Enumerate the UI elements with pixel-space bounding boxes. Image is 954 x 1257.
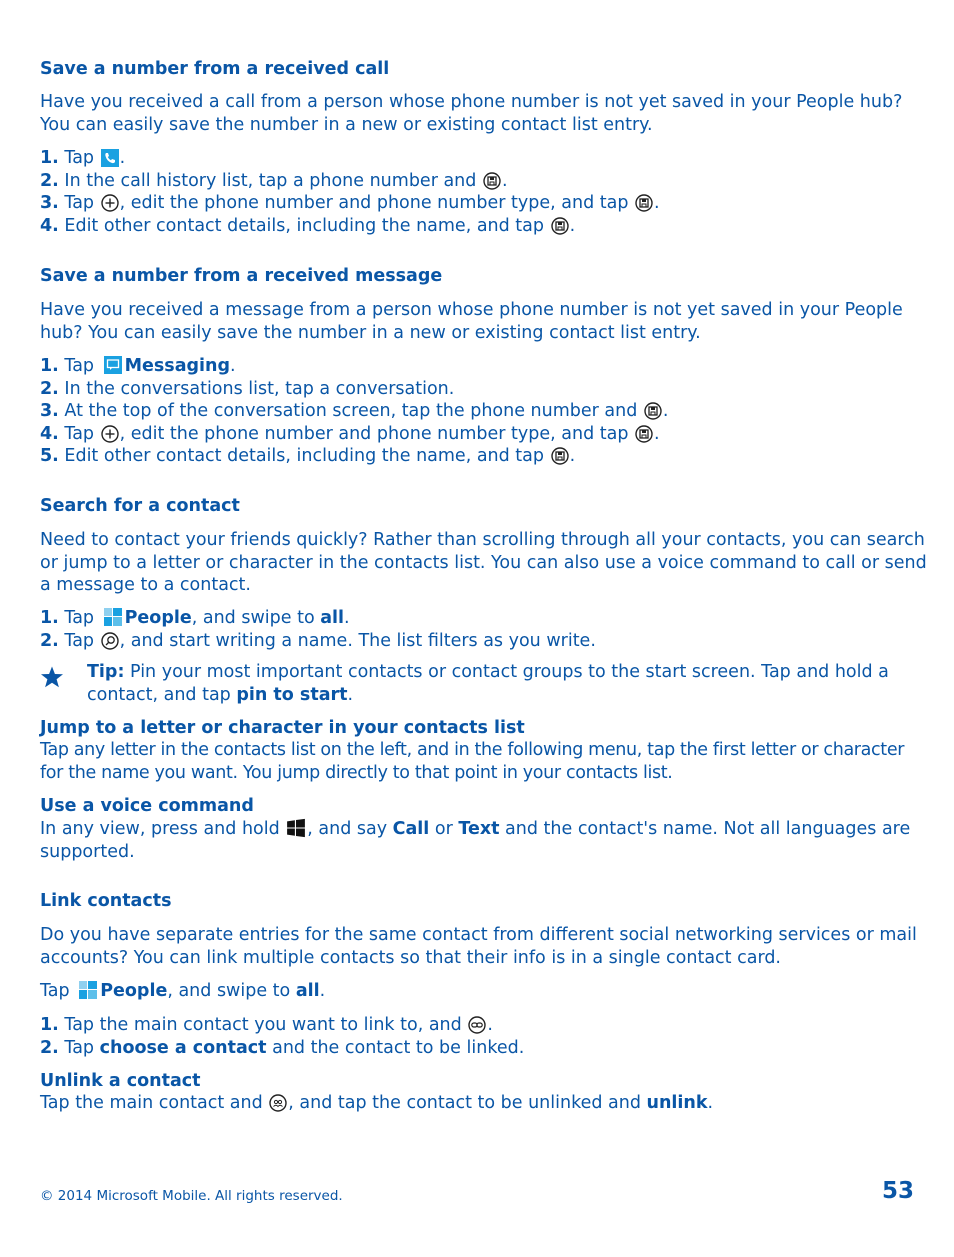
step-text: Tap: [64, 193, 100, 213]
steps-received-message: [40, 355, 920, 468]
tip-label: Tip:: [87, 662, 125, 682]
step-text: .: [119, 148, 126, 168]
tap-people-line: [40, 980, 920, 1003]
add-icon: [101, 194, 119, 212]
step-item: [40, 170, 920, 193]
step-bold: choose a contact: [99, 1037, 267, 1058]
step-bold: all: [320, 608, 345, 628]
save-icon: [551, 217, 569, 235]
step-item: [40, 378, 920, 401]
step-text: At the top of the conversation screen, tap the phone number and: [64, 401, 643, 421]
link-icon: [468, 1016, 486, 1034]
intro-link-contacts: [40, 924, 920, 969]
tip-bold: pin to start: [236, 684, 348, 705]
voice-command-text: [40, 818, 920, 863]
step-number: 2.: [40, 630, 59, 651]
step-text: .: [569, 446, 576, 466]
step-text: In the conversations list, tap a conversation.: [64, 378, 455, 399]
step-text: Tap: [64, 608, 100, 628]
body-line: Tap any letter in the contacts list on the left, and in the following menu, tap the first letter or character: [40, 740, 905, 760]
step-number: 1.: [40, 608, 59, 628]
section-heading-link-contacts: Link contacts: [40, 891, 172, 911]
save-icon: [483, 172, 501, 190]
step-number: 1.: [40, 1015, 59, 1035]
people-tile-icon: [79, 981, 97, 999]
intro-search-contact: [40, 529, 927, 597]
step-text: , edit the phone number and phone number type, and tap: [119, 423, 635, 444]
step-text: .: [487, 1015, 493, 1035]
steps-received-call: [40, 147, 920, 237]
subheading-jump-letter: Jump to a letter or character in your contacts list: [40, 718, 525, 738]
body-bold: Call: [392, 819, 430, 839]
intro-line: or jump to a letter or character in the contacts list. You can also use a voice command to call or send: [40, 552, 927, 573]
body-line: [40, 818, 920, 841]
step-text: .: [662, 401, 669, 421]
step-number: 3.: [40, 401, 59, 421]
body-bold: People: [100, 981, 168, 1001]
step-item: [40, 215, 920, 238]
phone-tile-icon: [101, 149, 119, 167]
save-icon: [644, 402, 662, 420]
step-text: and the contact to be linked.: [266, 1037, 525, 1058]
body-bold: all: [295, 981, 320, 1001]
subheading-unlink-contact: Unlink a contact: [40, 1071, 201, 1091]
people-tile-icon: [104, 608, 122, 626]
step-number: 2.: [40, 1037, 59, 1058]
intro-line: accounts? You can link multiple contacts so that their info is in a single contact card.: [40, 947, 781, 968]
step-item: [40, 423, 920, 446]
step-text: Tap the main contact you want to link to, and: [64, 1015, 468, 1035]
tip-line: [87, 684, 917, 707]
step-item: [40, 400, 920, 423]
body-bold: Text: [458, 819, 500, 839]
jump-letter-text: [40, 739, 920, 784]
save-icon: [635, 194, 653, 212]
intro-received-call: [40, 91, 920, 136]
copyright-footer: © 2014 Microsoft Mobile. All rights reserved.: [40, 1188, 343, 1204]
tip-text: Pin your most important contacts or contact groups to the start screen. Tap and hold a: [124, 662, 889, 682]
step-item: [40, 1037, 920, 1060]
step-item: [40, 607, 920, 630]
subheading-voice-command: Use a voice command: [40, 796, 254, 816]
step-text: Tap: [64, 356, 100, 376]
body-line: [40, 980, 920, 1003]
step-text: Tap: [64, 148, 100, 168]
save-icon: [551, 447, 569, 465]
section-heading-received-call: Save a number from a received call: [40, 59, 390, 79]
step-text: Tap: [64, 423, 100, 444]
step-text: Edit other contact details, including the name, and tap: [64, 446, 550, 466]
step-text: .: [344, 608, 350, 628]
save-icon: [635, 425, 653, 443]
linked-people-icon: [269, 1094, 287, 1112]
step-number: 3.: [40, 193, 59, 213]
step-number: 5.: [40, 446, 59, 466]
step-text: Edit other contact details, including the name, and tap: [64, 215, 550, 236]
step-item: [40, 192, 920, 215]
unlink-contact-text: [40, 1092, 920, 1115]
tip-text: contact, and tap: [87, 684, 237, 705]
search-icon: [101, 632, 119, 650]
step-number: 2.: [40, 378, 59, 399]
step-bold: Messaging: [124, 356, 231, 376]
step-text: , and swipe to: [191, 608, 321, 628]
body-text: and the contact's name. Not all languages are: [499, 819, 911, 839]
messaging-tile-icon: [104, 356, 122, 374]
page-number: 53: [881, 1178, 914, 1204]
step-text: .: [654, 423, 660, 444]
step-number: 4.: [40, 423, 59, 444]
step-text: .: [501, 170, 508, 191]
body-text: Tap the main contact and: [40, 1093, 269, 1113]
step-bold: People: [124, 608, 192, 628]
step-text: .: [230, 356, 236, 376]
intro-line: Do you have separate entries for the same contact from different social networking services or mail: [40, 925, 917, 945]
body-text: .: [707, 1093, 714, 1113]
body-line: for the name you want. You jump directly to that point in your contacts list.: [40, 762, 673, 783]
section-heading-received-message: Save a number from a received message: [40, 266, 443, 286]
intro-line: Have you received a message from a person whose phone number is not yet saved in your People: [40, 300, 903, 320]
star-icon: [40, 665, 64, 689]
intro-line: Have you received a call from a person whose phone number is not yet saved in your People hub?: [40, 92, 903, 112]
step-item: [40, 630, 920, 653]
intro-line: hub? You can easily save the number in a new or existing contact list entry.: [40, 322, 701, 343]
intro-line: You can easily save the number in a new or existing contact list entry.: [40, 114, 653, 135]
step-number: 1.: [40, 148, 59, 168]
step-item: [40, 1014, 920, 1037]
step-number: 2.: [40, 170, 59, 191]
body-text: or: [429, 819, 459, 839]
step-text: , and start writing a name. The list filters as you write.: [119, 630, 596, 651]
body-text: , and swipe to: [167, 981, 296, 1001]
step-number: 4.: [40, 215, 59, 236]
step-item: [40, 445, 920, 468]
steps-link-contacts: [40, 1014, 920, 1059]
body-line: [40, 1092, 920, 1115]
step-text: Tap: [64, 1037, 100, 1058]
intro-line: Need to contact your friends quickly? Rather than scrolling through all your contacts, you can search: [40, 530, 925, 550]
body-text: .: [319, 981, 326, 1001]
steps-search-contact: [40, 607, 920, 652]
step-text: , edit the phone number and phone number type, and tap: [119, 193, 635, 213]
step-item: [40, 147, 920, 170]
section-heading-search-contact: Search for a contact: [40, 496, 240, 516]
intro-received-message: [40, 299, 920, 344]
body-bold: unlink: [646, 1093, 708, 1113]
intro-line: a message to a contact.: [40, 575, 251, 595]
body-text: Tap: [40, 981, 76, 1001]
step-number: 1.: [40, 356, 59, 376]
body-text: , and say: [307, 819, 393, 839]
windows-key-icon: [286, 818, 306, 838]
add-icon: [101, 425, 119, 443]
body-text: , and tap the contact to be unlinked and: [288, 1093, 647, 1113]
step-text: .: [569, 215, 576, 236]
step-item: [40, 355, 920, 378]
tip-text: .: [347, 684, 354, 705]
step-text: .: [654, 193, 660, 213]
tip-box: [87, 661, 917, 706]
step-text: Tap: [64, 630, 100, 651]
body-line: supported.: [40, 841, 135, 862]
tip-line: [87, 661, 917, 684]
body-text: In any view, press and hold: [40, 819, 286, 839]
step-text: In the call history list, tap a phone number and: [64, 170, 482, 191]
